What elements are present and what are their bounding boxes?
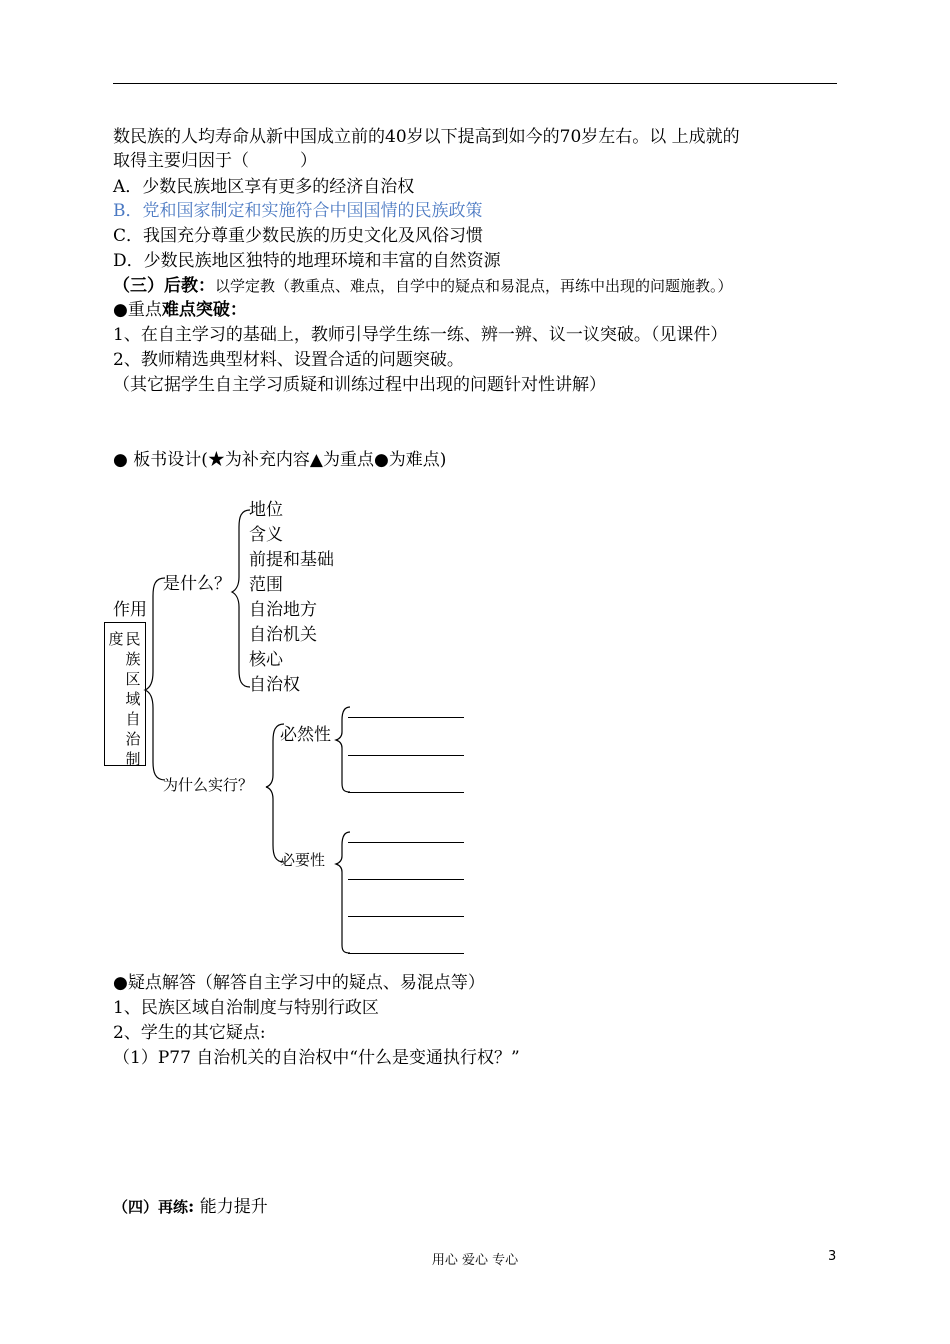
what-item: 地位 — [249, 500, 283, 520]
what-item: 自治机关 — [249, 625, 317, 645]
answer-blank — [348, 916, 464, 917]
footer-motto: 用心 爱心 专心 — [431, 1253, 519, 1268]
option-b: B．党和国家制定和实施符合中国国情的民族政策 — [113, 201, 483, 221]
answer-blank — [348, 792, 464, 793]
importance-brace — [336, 832, 350, 953]
section4-heading: （四）再练 — [113, 1198, 189, 1216]
question-stem-line1: 数民族的人均寿命从新中国成立前的40岁以下提高到如今的70岁左右。以 上成就的 — [113, 127, 740, 147]
what-item: 核心 — [249, 650, 283, 670]
keypoints-item2: 2、教师精选典型材料、设置合适的问题突破。 — [113, 350, 464, 370]
board-box-col1: 度 — [108, 630, 124, 648]
keypoints-bold: 难点突破： — [161, 300, 247, 320]
what-item: 范围 — [249, 575, 283, 595]
option-c: C．我国充分尊重少数民族的历史文化及风俗习惯 — [113, 226, 484, 246]
section3-heading: （三）后教 — [113, 276, 198, 296]
doubts-item1: 1、民族区域自治制度与特别行政区 — [113, 998, 379, 1018]
doubts-item3: （1）P77 自治机关的自治权中“什么是变通执行权？” — [113, 1048, 520, 1068]
answer-blank — [348, 879, 464, 880]
board-why: 为什么实行？ — [163, 776, 254, 794]
doubts-item2: 2、学生的其它疑点: — [113, 1023, 266, 1043]
keypoints-item3: （其它据学生自主学习质疑和训练过程中出现的问题针对性讲解） — [113, 375, 606, 395]
answer-blank — [348, 953, 464, 954]
board-zuoyong: 作用 — [113, 600, 147, 620]
what-item: 自治地方 — [249, 600, 317, 620]
section3-colon: ： — [198, 276, 215, 296]
keypoints-bullet: ●重点 — [113, 300, 162, 320]
doubts-heading: ●疑点解答（解答自主学习中的疑点、易混点等） — [113, 973, 485, 993]
board-topic-box — [104, 622, 146, 766]
keypoints-item1: 1、在自主学习的基础上，教师引导学生练一练、辨一辨、议一议突破。（见课件） — [113, 325, 728, 345]
board-title: ● 板书设计(★为补充内容▲为重点●为难点) — [113, 450, 447, 470]
what-item: 自治权 — [249, 675, 300, 695]
section3-desc: 以学定教（教重点、难点，自学中的疑点和易混点，再练中出现的问题施教。） — [215, 277, 733, 295]
section4-desc: 能力提升 — [194, 1197, 268, 1217]
main-brace — [145, 578, 165, 780]
board-what: 是什么？ — [163, 574, 231, 594]
board-importance: 必要性 — [280, 851, 326, 869]
necessity-brace — [336, 707, 350, 792]
what-item: 前提和基础 — [249, 550, 334, 570]
answer-blank — [348, 842, 464, 843]
section4-line — [113, 1196, 268, 1218]
what-item: 含义 — [249, 525, 283, 545]
page-number: 3 — [828, 1249, 837, 1264]
board-box-col2: 民族区域自治制 — [125, 630, 141, 768]
answer-blank — [348, 755, 464, 756]
option-a: A．少数民族地区享有更多的经济自治权 — [113, 177, 415, 197]
board-necessity: 必然性 — [280, 725, 331, 745]
option-d: D．少数民族地区独特的地理环境和丰富的自然资源 — [113, 251, 501, 271]
section4-colon: : — [188, 1197, 195, 1217]
what-brace — [232, 510, 250, 687]
answer-blank — [348, 717, 464, 718]
question-stem-line2: 取得主要归因于（ ） — [113, 151, 317, 171]
